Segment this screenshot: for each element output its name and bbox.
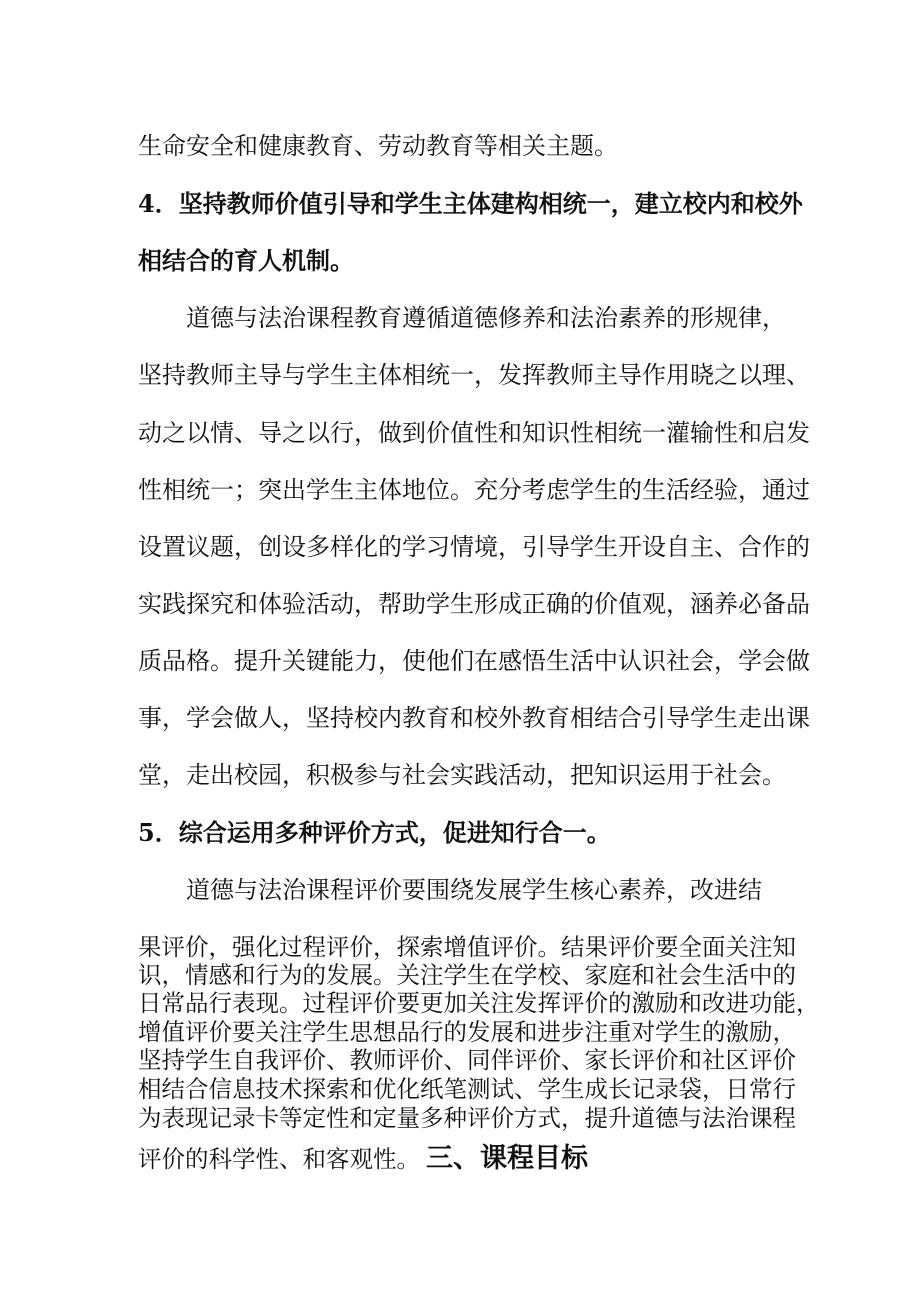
section-heading: 三、课程目标 bbox=[426, 1143, 588, 1174]
paragraph-line-text: 评价的科学性、和客观性。 bbox=[138, 1145, 420, 1173]
paragraph-line: 道德与法治课程评价要围绕发展学生核心素养，改进结 bbox=[186, 876, 762, 904]
paragraph-line: 相结合信息技术探索和优化纸笔测试、学生成长记录袋，日常行 bbox=[138, 1075, 796, 1103]
body-line: 生命安全和健康教育、劳动教育等相关主题。 bbox=[138, 132, 618, 160]
paragraph-line: 质品格。提升关键能力，使他们在感悟生活中认识社会，学会做 bbox=[138, 647, 810, 675]
numbered-heading-4: 4．坚持教师价值引导和学生主体建构相统一，建立校内和校外 bbox=[138, 189, 803, 218]
paragraph-line: 坚持教师主导与学生主体相统一，发挥教师主导作用晓之以理、 bbox=[138, 361, 810, 389]
paragraph-line: 增值评价要关注学生思想品行的发展和进步注重对学生的激励， bbox=[138, 1018, 796, 1046]
paragraph-line: 实践探究和体验活动，帮助学生形成正确的价值观，涵养必备品 bbox=[138, 590, 810, 618]
paragraph-line: 果评价，强化过程评价，探索增值评价。结果评价要全面关注知 bbox=[138, 933, 796, 961]
paragraph-line: 事，学会做人，坚持校内教育和校外教育相结合引导学生走出课 bbox=[138, 704, 810, 732]
paragraph-line: 性相统一；突出学生主体地位。充分考虑学生的生活经验，通过 bbox=[138, 476, 810, 504]
numbered-heading-5: 5．综合运用多种评价方式，促进知行合一。 bbox=[138, 818, 611, 847]
paragraph-last-line bbox=[138, 1145, 588, 1173]
paragraph-line: 动之以情、导之以行，做到价值性和知识性相统一灌输性和启发 bbox=[138, 419, 810, 447]
numbered-heading-4-cont: 相结合的育人机制。 bbox=[138, 246, 354, 275]
paragraph-line: 道德与法治课程教育遵循道德修养和法治素养的形规律， bbox=[186, 304, 786, 332]
paragraph-line: 设置议题，创设多样化的学习情境，引导学生开设自主、合作的 bbox=[138, 533, 810, 561]
paragraph-line: 日常品行表现。过程评价要更加关注发挥评价的激励和改进功能， bbox=[138, 989, 820, 1017]
paragraph-line: 识，情感和行为的发展。关注学生在学校、家庭和社会生活中的 bbox=[138, 961, 796, 989]
paragraph-line: 为表现记录卡等定性和定量多种评价方式，提升道德与法治课程 bbox=[138, 1104, 796, 1132]
paragraph-line: 坚持学生自我评价、教师评价、同伴评价、家长评价和社区评价 bbox=[138, 1046, 796, 1074]
paragraph-line: 堂，走出校园，积极参与社会实践活动，把知识运用于社会。 bbox=[138, 761, 786, 789]
